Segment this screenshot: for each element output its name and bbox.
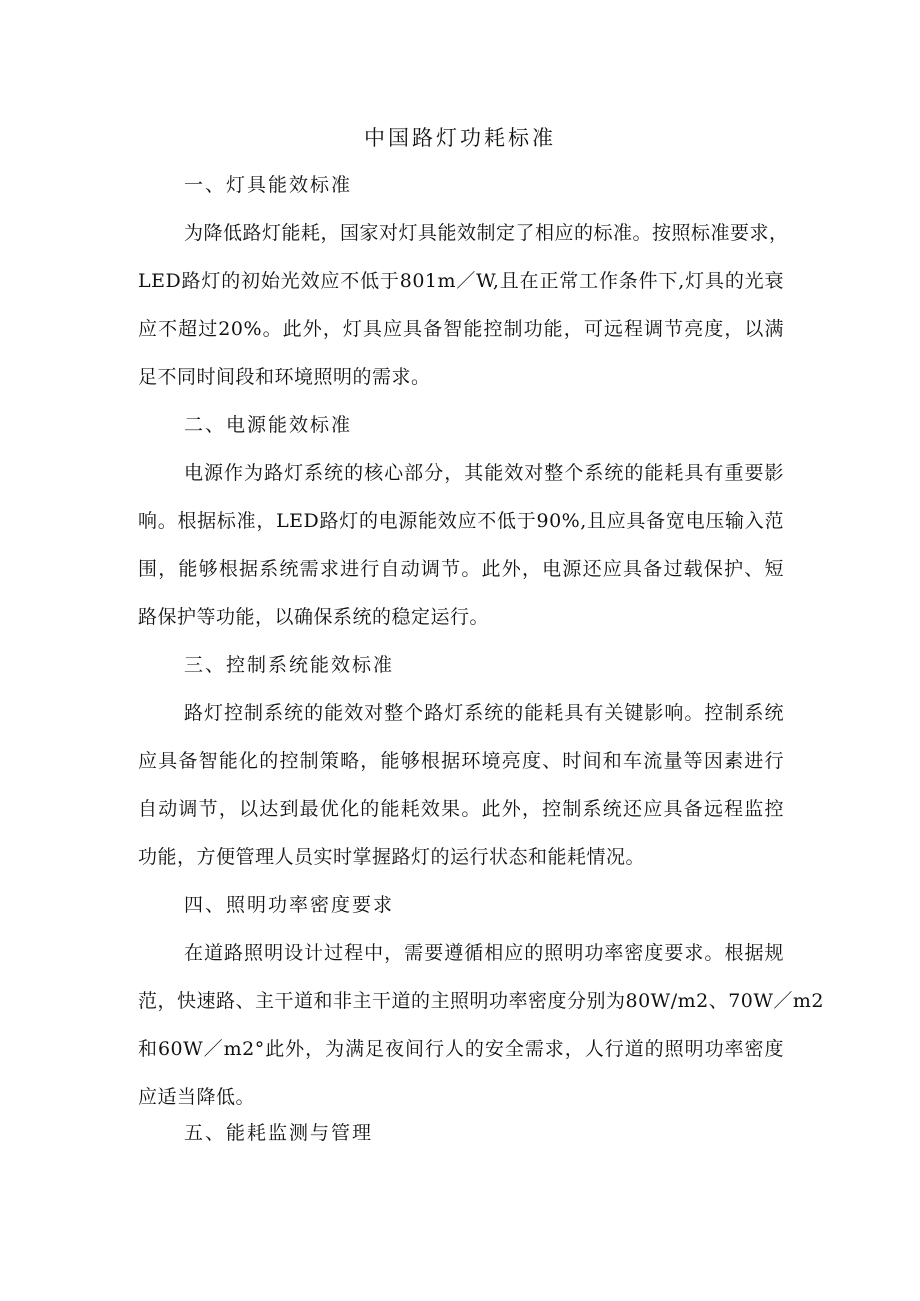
paragraph-line: 为降低路灯能耗，国家对灯具能效制定了相应的标准。按照标准要求， [184, 222, 789, 244]
paragraph-line: 范，快速路、主干道和非主干道的主照明功率密度分别为80W/m2、70W／m2 [138, 990, 825, 1012]
section-heading-5: 五、能耗监测与管理 [184, 1122, 374, 1144]
paragraph-line: 路保护等功能，以确保系统的稳定运行。 [138, 606, 490, 628]
paragraph-line: 功能，方便管理人员实时掌握路灯的运行状态和能耗情况。 [138, 846, 646, 868]
paragraph-line: LED路灯的初始光效应不低于801m／W,且在正常工作条件下,灯具的光衰 [138, 270, 784, 292]
paragraph-line: 应具备智能化的控制策略，能够根据环境亮度、时间和车流量等因素进行 [138, 750, 784, 772]
section-heading-1: 一、灯具能效标准 [184, 174, 353, 196]
section-heading-4: 四、照明功率密度要求 [184, 894, 395, 916]
paragraph-line: 自动调节，以达到最优化的能耗效果。此外，控制系统还应具备远程监控 [138, 798, 784, 820]
paragraph-line: 围，能够根据系统需求进行自动调节。此外，电源还应具备过载保护、短 [138, 558, 784, 580]
document-title: 中国路灯功耗标准 [364, 126, 556, 150]
paragraph-line: 应适当降低。 [138, 1086, 256, 1108]
paragraph-line: 在道路照明设计过程中，需要遵循相应的照明功率密度要求。根据规 [184, 942, 784, 964]
paragraph-line: 足不同时间段和环境照明的需求。 [138, 366, 431, 388]
paragraph-line: 和60W／m2°此外，为满足夜间行人的安全需求，人行道的照明功率密度 [138, 1038, 784, 1060]
paragraph-line: 电源作为路灯系统的核心部分，其能效对整个系统的能耗具有重要影 [184, 462, 784, 484]
section-heading-2: 二、电源能效标准 [184, 414, 353, 436]
paragraph-line: 响。根据标准，LED路灯的电源能效应不低于90%,且应具备宽电压输入范 [138, 510, 784, 532]
paragraph-line: 路灯控制系统的能效对整个路灯系统的能耗具有关键影响。控制系统 [184, 702, 784, 724]
section-heading-3: 三、控制系统能效标准 [184, 654, 395, 676]
paragraph-line: 应不超过20%。此外，灯具应具备智能控制功能，可远程调节亮度，以满 [138, 318, 784, 340]
